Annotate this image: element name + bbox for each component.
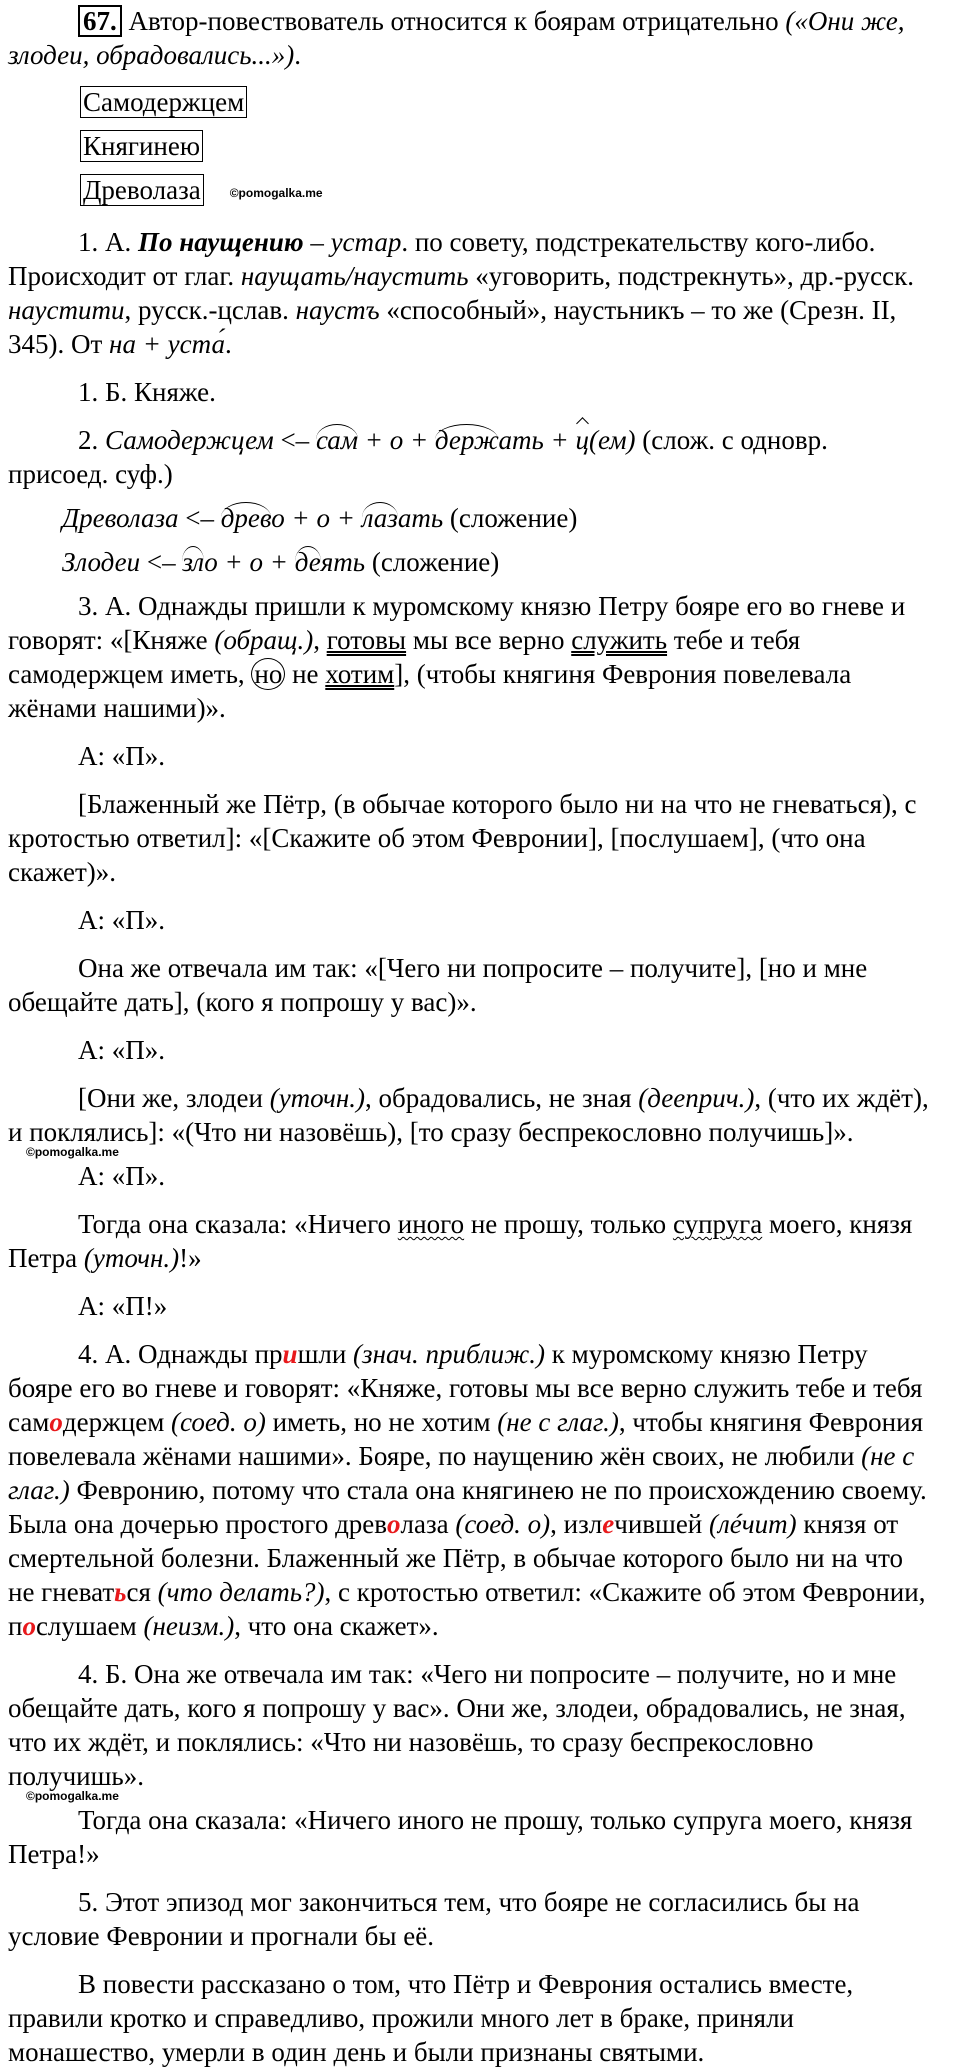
intro-end: .: [294, 40, 302, 70]
text: , чтобы княгиня Феврония повелевала жёнами нашими». Бояре, по наущению жён своих, не любили: [8, 1406, 924, 1471]
text: ,: [313, 624, 327, 655]
comment: (уточн.): [269, 1082, 365, 1113]
section-2-line3: [62, 545, 930, 579]
text: (сложение): [365, 546, 500, 577]
section-3-p5: [8, 1207, 930, 1275]
root: зл: [182, 546, 205, 577]
text: «уговорить, подстрекнуть», др.-русск.: [468, 260, 914, 291]
text: князя от смертельной болезни. Блаженный же Пётр, в обычае которого было ни на что не гневат: [8, 1508, 904, 1607]
comment: (уточн.): [83, 1242, 180, 1273]
watermark: ©pomogalka.me: [26, 1144, 119, 1159]
plus: +: [543, 424, 576, 455]
arrow: <–: [178, 502, 221, 533]
word: Злодеи: [62, 546, 141, 577]
text: ся: [126, 1576, 158, 1607]
section-2-line1: [8, 423, 930, 491]
comment: (не с глаг.): [8, 1440, 915, 1505]
suffix: ать: [498, 424, 544, 455]
dash: –: [303, 226, 331, 257]
text: моего, князя Петра: [8, 1208, 913, 1273]
word: Самодержцем: [105, 424, 274, 455]
watermark: ©pomogalka.me: [229, 185, 323, 200]
conjunction: но: [251, 658, 285, 690]
mark: устар: [330, 226, 402, 257]
text: !»: [179, 1242, 202, 1273]
old-word: наустити: [8, 294, 125, 325]
text: иметь, но не хотим: [265, 1406, 498, 1437]
task-number: 67.: [78, 5, 122, 37]
object: супруга: [672, 1208, 763, 1239]
highlight: о: [22, 1610, 36, 1641]
section-1a: [8, 225, 930, 361]
section-3-p1: [8, 589, 930, 725]
answer-4: А: «П».: [78, 1160, 165, 1191]
word: наустъ: [295, 294, 380, 325]
section-3-p3: Она же отвечала им так: «[Чего ни попросите – получите], [но и мне обещайте дать], (кого я попрошу у вас)».: [8, 952, 868, 1017]
ending: о: [204, 546, 218, 577]
section-3-p4: [8, 1081, 930, 1149]
plus: + о +: [284, 502, 362, 533]
text: шли: [297, 1338, 354, 1369]
verbs: наущать/наустить: [240, 260, 469, 291]
text: 3. А. Однажды пришли к муромскому князю Петру бояре его во гневе и говорят: «[Княже: [8, 590, 906, 655]
comment: (неизм.): [143, 1610, 235, 1641]
word-parse-2: [80, 124, 930, 168]
highlight: о: [387, 1508, 401, 1539]
suffix: ц: [575, 424, 590, 455]
comment: (что делать?): [157, 1576, 325, 1607]
modifier: иного: [397, 1208, 465, 1239]
intro-text: Автор-повествователь относится к боярам отрицательно: [128, 6, 786, 36]
text: 4. А. Однажды пр: [78, 1338, 283, 1369]
ending: (ем): [589, 424, 636, 455]
text: (сложение): [443, 502, 578, 533]
text: тебе и тебя самодержцем иметь,: [8, 624, 801, 689]
text: [Они же, злодеи: [78, 1082, 270, 1113]
text: мы все верно: [406, 624, 572, 655]
parsed-word: Самодержцем: [80, 86, 247, 118]
comment: (не с глаг.): [497, 1406, 619, 1437]
section-4b-p1: 4. Б. Она же отвечала им так: «Чего ни попросите – получите, но и мне обещайте дать, кого я попрошу у вас». Они же, злодеи, обрадовались, не зная, что их ждёт, и поклялись: «Что ни назовёшь, то сразу беспрекословно получишь».: [8, 1658, 906, 1791]
root: сам: [315, 424, 358, 455]
answer-1: А: «П».: [78, 740, 165, 771]
intro-quote: («Они же, злодеи, обрадовались...»): [8, 6, 905, 70]
text: , изл: [550, 1508, 603, 1539]
text: к муромскому князю Петру бояре его во гневе и говорят: «Княже, готовы мы все верно служить тебе и тебя сам: [8, 1338, 923, 1437]
comment: (обращ.): [214, 624, 314, 655]
answer-2: А: «П».: [78, 904, 165, 935]
highlight: ь: [114, 1576, 127, 1607]
conclusion: В повести рассказано о том, что Пётр и Феврония остались вместе, правили кротко и справедливо, прожили много лет в браке, приняли монашество, умерли в один день и были признаны святыми.: [8, 1968, 854, 2067]
text: , обрадовались, не зная: [365, 1082, 639, 1113]
arrow: <–: [273, 424, 316, 455]
text: ], (чтобы княгиня Феврония повелевала жёнами нашими)».: [8, 658, 852, 723]
highlight: е: [602, 1508, 615, 1539]
comment: (дееприч.): [638, 1082, 755, 1113]
parsed-word: Княгинею: [80, 130, 203, 162]
predicate: готовы: [326, 624, 407, 655]
suffix: ять: [320, 546, 366, 577]
highlight: и: [282, 1338, 298, 1369]
section-2-line2: [62, 501, 930, 535]
label: 2.: [78, 424, 105, 455]
intro-paragraph: [8, 0, 930, 72]
section-4a: [8, 1337, 930, 1643]
root: держ: [434, 424, 499, 455]
text: , русск.-цслав.: [124, 294, 296, 325]
root: древ: [220, 502, 272, 533]
arrow: <–: [140, 546, 183, 577]
text: лаза: [400, 1508, 456, 1539]
predicate: хотим: [325, 658, 395, 689]
section-4b-p2: Тогда она сказала: «Ничего иного не прошу, только супруга моего, князя Петра!»: [8, 1804, 913, 1869]
text: , что она скажет».: [234, 1610, 439, 1641]
comment: (знач. приближ.): [353, 1338, 546, 1369]
root: де: [294, 546, 321, 577]
answer-5: А: «П!»: [78, 1290, 168, 1321]
comment: (соед. о): [171, 1406, 266, 1437]
root: лаз: [361, 502, 398, 533]
text: , с кротостью ответил: «Скажите об этом Февронии, п: [8, 1576, 926, 1641]
label: 1. А.: [78, 226, 138, 257]
text: слушаем: [35, 1610, 144, 1641]
text: Февронию, потому что стала она княгинею не по происхождению своему. Была она дочерью простого древ: [8, 1474, 927, 1539]
text: чившей: [614, 1508, 710, 1539]
comment: (соед. о): [455, 1508, 551, 1539]
word-parse-1: [80, 80, 930, 124]
text: не: [285, 658, 326, 689]
section-3-p2: [Блаженный же Пётр, (в обычае которого было ни на что не гневаться), с кротостью ответил]: «[Скажите об этом Февронии], [послушаем], (что она скажет)».: [8, 788, 917, 887]
plus: + о +: [357, 424, 435, 455]
term: По наущению: [138, 226, 304, 257]
suffix: ать: [397, 502, 444, 533]
section-5: 5. Этот эпизод мог закончиться тем, что бояре не согласились бы на условие Февронии и прогнали бы её.: [8, 1886, 860, 1951]
predicate: служить: [571, 624, 668, 655]
section-1b: 1. Б. Княже.: [78, 376, 216, 407]
text: Тогда она сказала: «Ничего: [78, 1208, 398, 1239]
answer-3: А: «П».: [78, 1034, 165, 1065]
text: . по совету, подстрекательству кого-либо. Происходит от глаг.: [8, 226, 876, 291]
word-parse-3: [80, 168, 930, 215]
plus: + о +: [217, 546, 295, 577]
comment: (лéчит): [709, 1508, 797, 1539]
text: держцем: [62, 1406, 172, 1437]
text: не прошу, только: [464, 1208, 673, 1239]
text: «способный», наустьникъ – то же (Срезн. II, 345). От: [8, 294, 897, 359]
parsed-word: Древолаза: [80, 174, 204, 206]
origin: на + уста́: [109, 328, 225, 359]
ending: о: [271, 502, 285, 533]
end: .: [224, 328, 232, 359]
text: , (что их ждёт), и поклялись]: «(Что ни назовёшь), [то сразу беспрекословно получишь]».: [8, 1082, 929, 1147]
text: (слож. с одновр. присоед. суф.): [8, 424, 828, 489]
watermark: ©pomogalka.me: [26, 1788, 119, 1803]
word: Древолаза: [62, 502, 179, 533]
highlight: о: [49, 1406, 63, 1437]
